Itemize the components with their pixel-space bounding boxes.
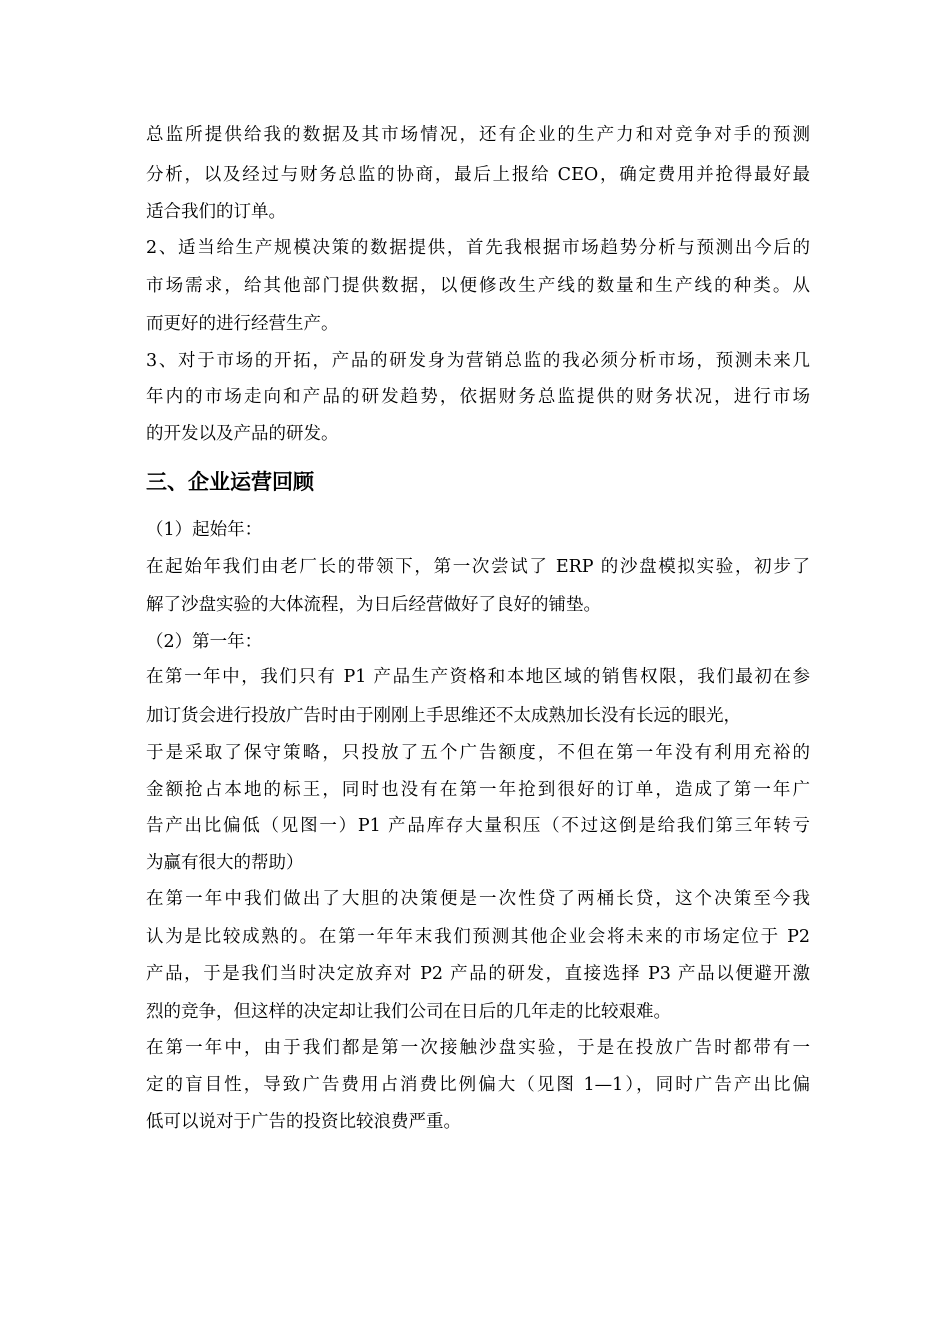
text-line: 加订货会进行投放广告时由于刚刚上手思维还不太成熟加长没有长远的眼光， <box>146 706 741 726</box>
text-line: 适合我们的订单。 <box>146 202 286 222</box>
text-line: 的开发以及产品的研发。 <box>146 424 339 444</box>
text-line: 2、适当给生产规模决策的数据提供，首先我根据市场趋势分析与预测出今后的 <box>146 238 810 258</box>
text-line: 在第一年中，由于我们都是第一次接触沙盘实验，于是在投放广告时都带有一 <box>146 1038 810 1058</box>
text-line: 烈的竞争，但这样的决定却让我们公司在日后的几年走的比较艰难。 <box>146 1002 671 1022</box>
text-line: 解了沙盘实验的大体流程，为日后经营做好了良好的铺垫。 <box>146 595 601 615</box>
text-line: 总监所提供给我的数据及其市场情况，还有企业的生产力和对竞争对手的预测 <box>146 125 810 145</box>
text-line: 3、对于市场的开拓，产品的研发身为营销总监的我必须分析市场，预测未来几 <box>146 351 810 371</box>
text-line: 在起始年我们由老厂长的带领下，第一次尝试了 ERP 的沙盘模拟实验，初步了 <box>146 557 810 577</box>
text-line: 低可以说对于广告的投资比较浪费严重。 <box>146 1112 461 1132</box>
text-line: 为赢有很大的帮助） <box>146 853 304 873</box>
text-line: 产品，于是我们当时决定放弃对 P2 产品的研发，直接选择 P3 产品以便避开激 <box>146 964 810 984</box>
text-line: 市场需求，给其他部门提供数据，以便修改生产线的数量和生产线的种类。从 <box>146 276 810 296</box>
text-line: 于是采取了保守策略，只投放了五个广告额度，不但在第一年没有利用充裕的 <box>146 743 810 763</box>
text-line: 金额抢占本地的标王，同时也没有在第一年抢到很好的订单，造成了第一年广 <box>146 780 810 800</box>
text-line: 定的盲目性，导致广告费用占消费比例偏大（见图 1—1），同时广告产出比偏 <box>146 1075 810 1095</box>
text-line: 而更好的进行经营生产。 <box>146 314 339 334</box>
section-heading: 三、企业运营回顾 <box>146 470 314 494</box>
text-line: 年内的市场走向和产品的研发趋势，依据财务总监提供的财务状况，进行市场 <box>146 387 810 407</box>
text-line: 认为是比较成熟的。在第一年年末我们预测其他企业会将未来的市场定位于 P2 <box>146 927 810 947</box>
text-line: 在第一年中，我们只有 P1 产品生产资格和本地区域的销售权限，我们最初在参 <box>146 667 810 687</box>
text-line: 分析，以及经过与财务总监的协商，最后上报给 CEO，确定费用并抢得最好最 <box>146 165 810 185</box>
subheading: （2）第一年： <box>146 632 263 652</box>
text-line: 在第一年中我们做出了大胆的决策便是一次性贷了两桶长贷，这个决策至今我 <box>146 889 810 909</box>
text-line: 告产出比偏低（见图一）P1 产品库存大量积压（不过这倒是给我们第三年转亏 <box>146 816 810 836</box>
subheading: （1）起始年： <box>146 520 263 540</box>
